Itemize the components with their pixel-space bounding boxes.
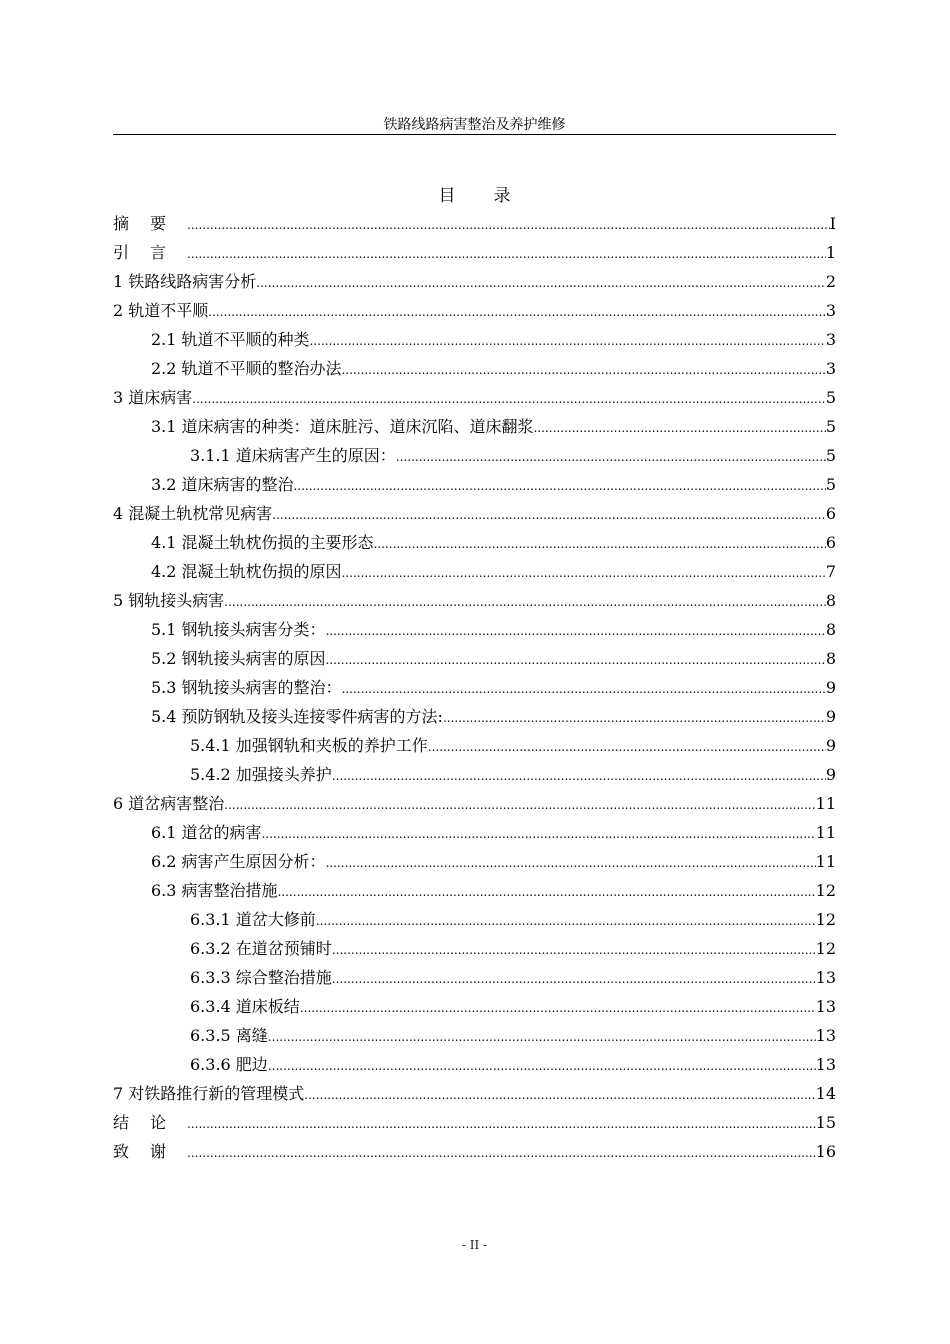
toc-dot-leader xyxy=(534,414,826,443)
toc-entry-label: 6.3.1 道岔大修前 xyxy=(190,910,316,929)
toc-entry[interactable] xyxy=(113,615,836,644)
toc-dot-leader xyxy=(326,617,826,646)
toc-entry-page: 13 xyxy=(815,968,836,987)
toc-entry-page: 3 xyxy=(825,301,836,320)
toc-dot-leader xyxy=(342,675,826,704)
toc-entry-page: 9 xyxy=(825,765,836,784)
toc-entry-label: 3.2 道床病害的整治 xyxy=(151,475,294,494)
toc-entry-label: 5 钢轨接头病害 xyxy=(113,591,225,610)
toc-entry-label: 6.3.3 综合整治措施 xyxy=(190,968,332,987)
toc-entry[interactable] xyxy=(113,325,836,354)
toc-dot-leader xyxy=(268,1023,816,1052)
toc-entry-label: 6.3.2 在道岔预铺时 xyxy=(190,939,332,958)
toc-dot-leader xyxy=(187,211,830,240)
toc-entry-page: 1 xyxy=(825,243,836,262)
toc-entry-label: 6.3.4 道床板结 xyxy=(190,997,300,1016)
header-rule xyxy=(113,134,836,135)
toc-entry-label: 5.4 预防钢轨及接头连接零件病害的方法: xyxy=(151,707,443,726)
toc-entry[interactable] xyxy=(113,789,836,818)
toc-entry[interactable] xyxy=(113,1021,836,1050)
toc-entry-page: 11 xyxy=(815,794,836,813)
toc-entry[interactable] xyxy=(113,847,836,876)
toc-dot-leader xyxy=(224,791,815,820)
toc-dot-leader xyxy=(332,762,826,791)
toc-entry-label: 6 道岔病害整治 xyxy=(113,794,225,813)
toc-entry-label: 6.1 道岔的病害 xyxy=(151,823,262,842)
toc-entry[interactable] xyxy=(113,296,836,325)
toc-entry[interactable] xyxy=(113,905,836,934)
toc-entry-page: 6 xyxy=(825,533,836,552)
toc-dot-leader xyxy=(310,327,826,356)
toc-dot-leader xyxy=(187,1110,816,1139)
toc-entry[interactable] xyxy=(113,963,836,992)
toc-entry[interactable] xyxy=(113,702,836,731)
toc-entry[interactable] xyxy=(113,441,836,470)
toc-entry[interactable] xyxy=(113,673,836,702)
toc-entry[interactable] xyxy=(113,383,836,412)
toc-entry[interactable] xyxy=(113,412,836,441)
toc-entry-page: I xyxy=(829,214,836,233)
toc-dot-leader xyxy=(224,588,826,617)
toc-entry[interactable] xyxy=(113,499,836,528)
toc-entry-label: 结论 xyxy=(113,1113,188,1132)
toc-entry-page: 15 xyxy=(815,1113,836,1132)
toc-entry-page: 11 xyxy=(815,823,836,842)
toc-entry-label: 5.1 钢轨接头病害分类： xyxy=(151,620,326,639)
toc-entry-label: 7 对铁路推行新的管理模式 xyxy=(113,1084,305,1103)
toc-entry-label: 2 轨道不平顺 xyxy=(113,301,209,320)
toc-dot-leader xyxy=(316,907,816,936)
toc-dot-leader xyxy=(443,704,826,733)
toc-entry-page: 5 xyxy=(825,388,836,407)
table-of-contents xyxy=(113,209,836,1166)
toc-dot-leader xyxy=(326,849,816,878)
toc-entry[interactable] xyxy=(113,1108,836,1137)
toc-entry[interactable] xyxy=(113,528,836,557)
toc-entry-page: 9 xyxy=(825,678,836,697)
toc-entry[interactable] xyxy=(113,1050,836,1079)
toc-entry-page: 13 xyxy=(815,1055,836,1074)
toc-entry-label: 5.3 钢轨接头病害的整治： xyxy=(151,678,342,697)
toc-entry-label: 6.3 病害整治措施 xyxy=(151,881,278,900)
toc-dot-leader xyxy=(187,240,826,269)
toc-dot-leader xyxy=(262,820,816,849)
toc-entry-label: 2.2 轨道不平顺的整治办法 xyxy=(151,359,342,378)
toc-dot-leader xyxy=(272,501,826,530)
toc-entry-page: 16 xyxy=(815,1142,836,1161)
toc-dot-leader xyxy=(374,530,826,559)
toc-title: 目录 xyxy=(438,186,549,206)
toc-entry-page: 3 xyxy=(825,359,836,378)
toc-entry-page: 8 xyxy=(825,591,836,610)
toc-entry[interactable] xyxy=(113,238,836,267)
toc-entry[interactable] xyxy=(113,818,836,847)
toc-entry-page: 8 xyxy=(825,620,836,639)
toc-entry-label: 3.1.1 道床病害产生的原因： xyxy=(190,446,396,465)
toc-entry-label: 4 混凝土轨枕常见病害 xyxy=(113,504,273,523)
toc-dot-leader xyxy=(342,356,826,385)
toc-dot-leader xyxy=(332,965,816,994)
toc-entry-label: 3.1 道床病害的种类：道床脏污、道床沉陷、道床翻浆 xyxy=(151,417,534,436)
toc-entry-page: 13 xyxy=(815,1026,836,1045)
toc-dot-leader xyxy=(268,1052,816,1081)
toc-entry-label: 4.1 混凝土轨枕伤损的主要形态 xyxy=(151,533,374,552)
page-header: 铁路线路病害整治及养护维修 xyxy=(383,117,566,133)
toc-entry-label: 5.4.2 加强接头养护 xyxy=(190,765,332,784)
toc-entry-page: 9 xyxy=(825,736,836,755)
toc-entry[interactable] xyxy=(113,557,836,586)
toc-entry[interactable] xyxy=(113,731,836,760)
toc-entry-page: 12 xyxy=(815,939,836,958)
toc-entry-page: 5 xyxy=(825,475,836,494)
toc-entry-label: 6.3.5 离缝 xyxy=(190,1026,268,1045)
toc-entry[interactable] xyxy=(113,644,836,673)
toc-entry-label: 5.4.1 加强钢轨和夹板的养护工作 xyxy=(190,736,428,755)
toc-entry-page: 9 xyxy=(825,707,836,726)
toc-entry-label: 5.2 钢轨接头病害的原因 xyxy=(151,649,326,668)
toc-entry[interactable] xyxy=(113,1079,836,1108)
toc-entry-page: 11 xyxy=(815,852,836,871)
toc-dot-leader xyxy=(300,994,816,1023)
toc-entry-page: 12 xyxy=(815,910,836,929)
toc-entry-label: 6.2 病害产生原因分析： xyxy=(151,852,326,871)
toc-entry-label: 1 铁路线路病害分析 xyxy=(113,272,257,291)
toc-entry[interactable] xyxy=(113,470,836,499)
toc-dot-leader xyxy=(326,646,826,675)
toc-entry-page: 5 xyxy=(825,446,836,465)
toc-entry[interactable] xyxy=(113,267,836,296)
toc-dot-leader xyxy=(304,1081,815,1110)
toc-entry-page: 14 xyxy=(815,1084,836,1103)
toc-dot-leader xyxy=(428,733,826,762)
toc-entry-page: 6 xyxy=(825,504,836,523)
toc-dot-leader xyxy=(278,878,816,907)
toc-entry-page: 7 xyxy=(825,562,836,581)
toc-dot-leader xyxy=(256,269,826,298)
toc-dot-leader xyxy=(332,936,816,965)
toc-entry-label: 致谢 xyxy=(113,1142,188,1161)
toc-entry[interactable] xyxy=(113,934,836,963)
toc-entry-label: 6.3.6 肥边 xyxy=(190,1055,268,1074)
toc-entry[interactable] xyxy=(113,760,836,789)
toc-dot-leader xyxy=(294,472,826,501)
toc-dot-leader xyxy=(208,298,826,327)
toc-entry-label: 摘要 xyxy=(113,214,188,233)
toc-entry[interactable] xyxy=(113,1137,836,1166)
toc-dot-leader xyxy=(187,1139,816,1168)
toc-entry-label: 2.1 轨道不平顺的种类 xyxy=(151,330,310,349)
toc-entry-page: 12 xyxy=(815,881,836,900)
toc-entry[interactable] xyxy=(113,354,836,383)
toc-dot-leader xyxy=(396,443,826,472)
toc-entry-page: 8 xyxy=(825,649,836,668)
toc-entry-page: 5 xyxy=(825,417,836,436)
page-number: - II - xyxy=(461,1238,488,1252)
toc-entry-page: 13 xyxy=(815,997,836,1016)
toc-entry[interactable] xyxy=(113,992,836,1021)
toc-entry[interactable] xyxy=(113,209,836,238)
toc-dot-leader xyxy=(192,385,826,414)
toc-entry-page: 3 xyxy=(825,330,836,349)
toc-entry[interactable] xyxy=(113,586,836,615)
toc-dot-leader xyxy=(342,559,826,588)
toc-entry-page: 2 xyxy=(825,272,836,291)
toc-entry-label: 引言 xyxy=(113,243,188,262)
toc-entry[interactable] xyxy=(113,876,836,905)
toc-entry-label: 3 道床病害 xyxy=(113,388,193,407)
toc-entry-label: 4.2 混凝土轨枕伤损的原因 xyxy=(151,562,342,581)
